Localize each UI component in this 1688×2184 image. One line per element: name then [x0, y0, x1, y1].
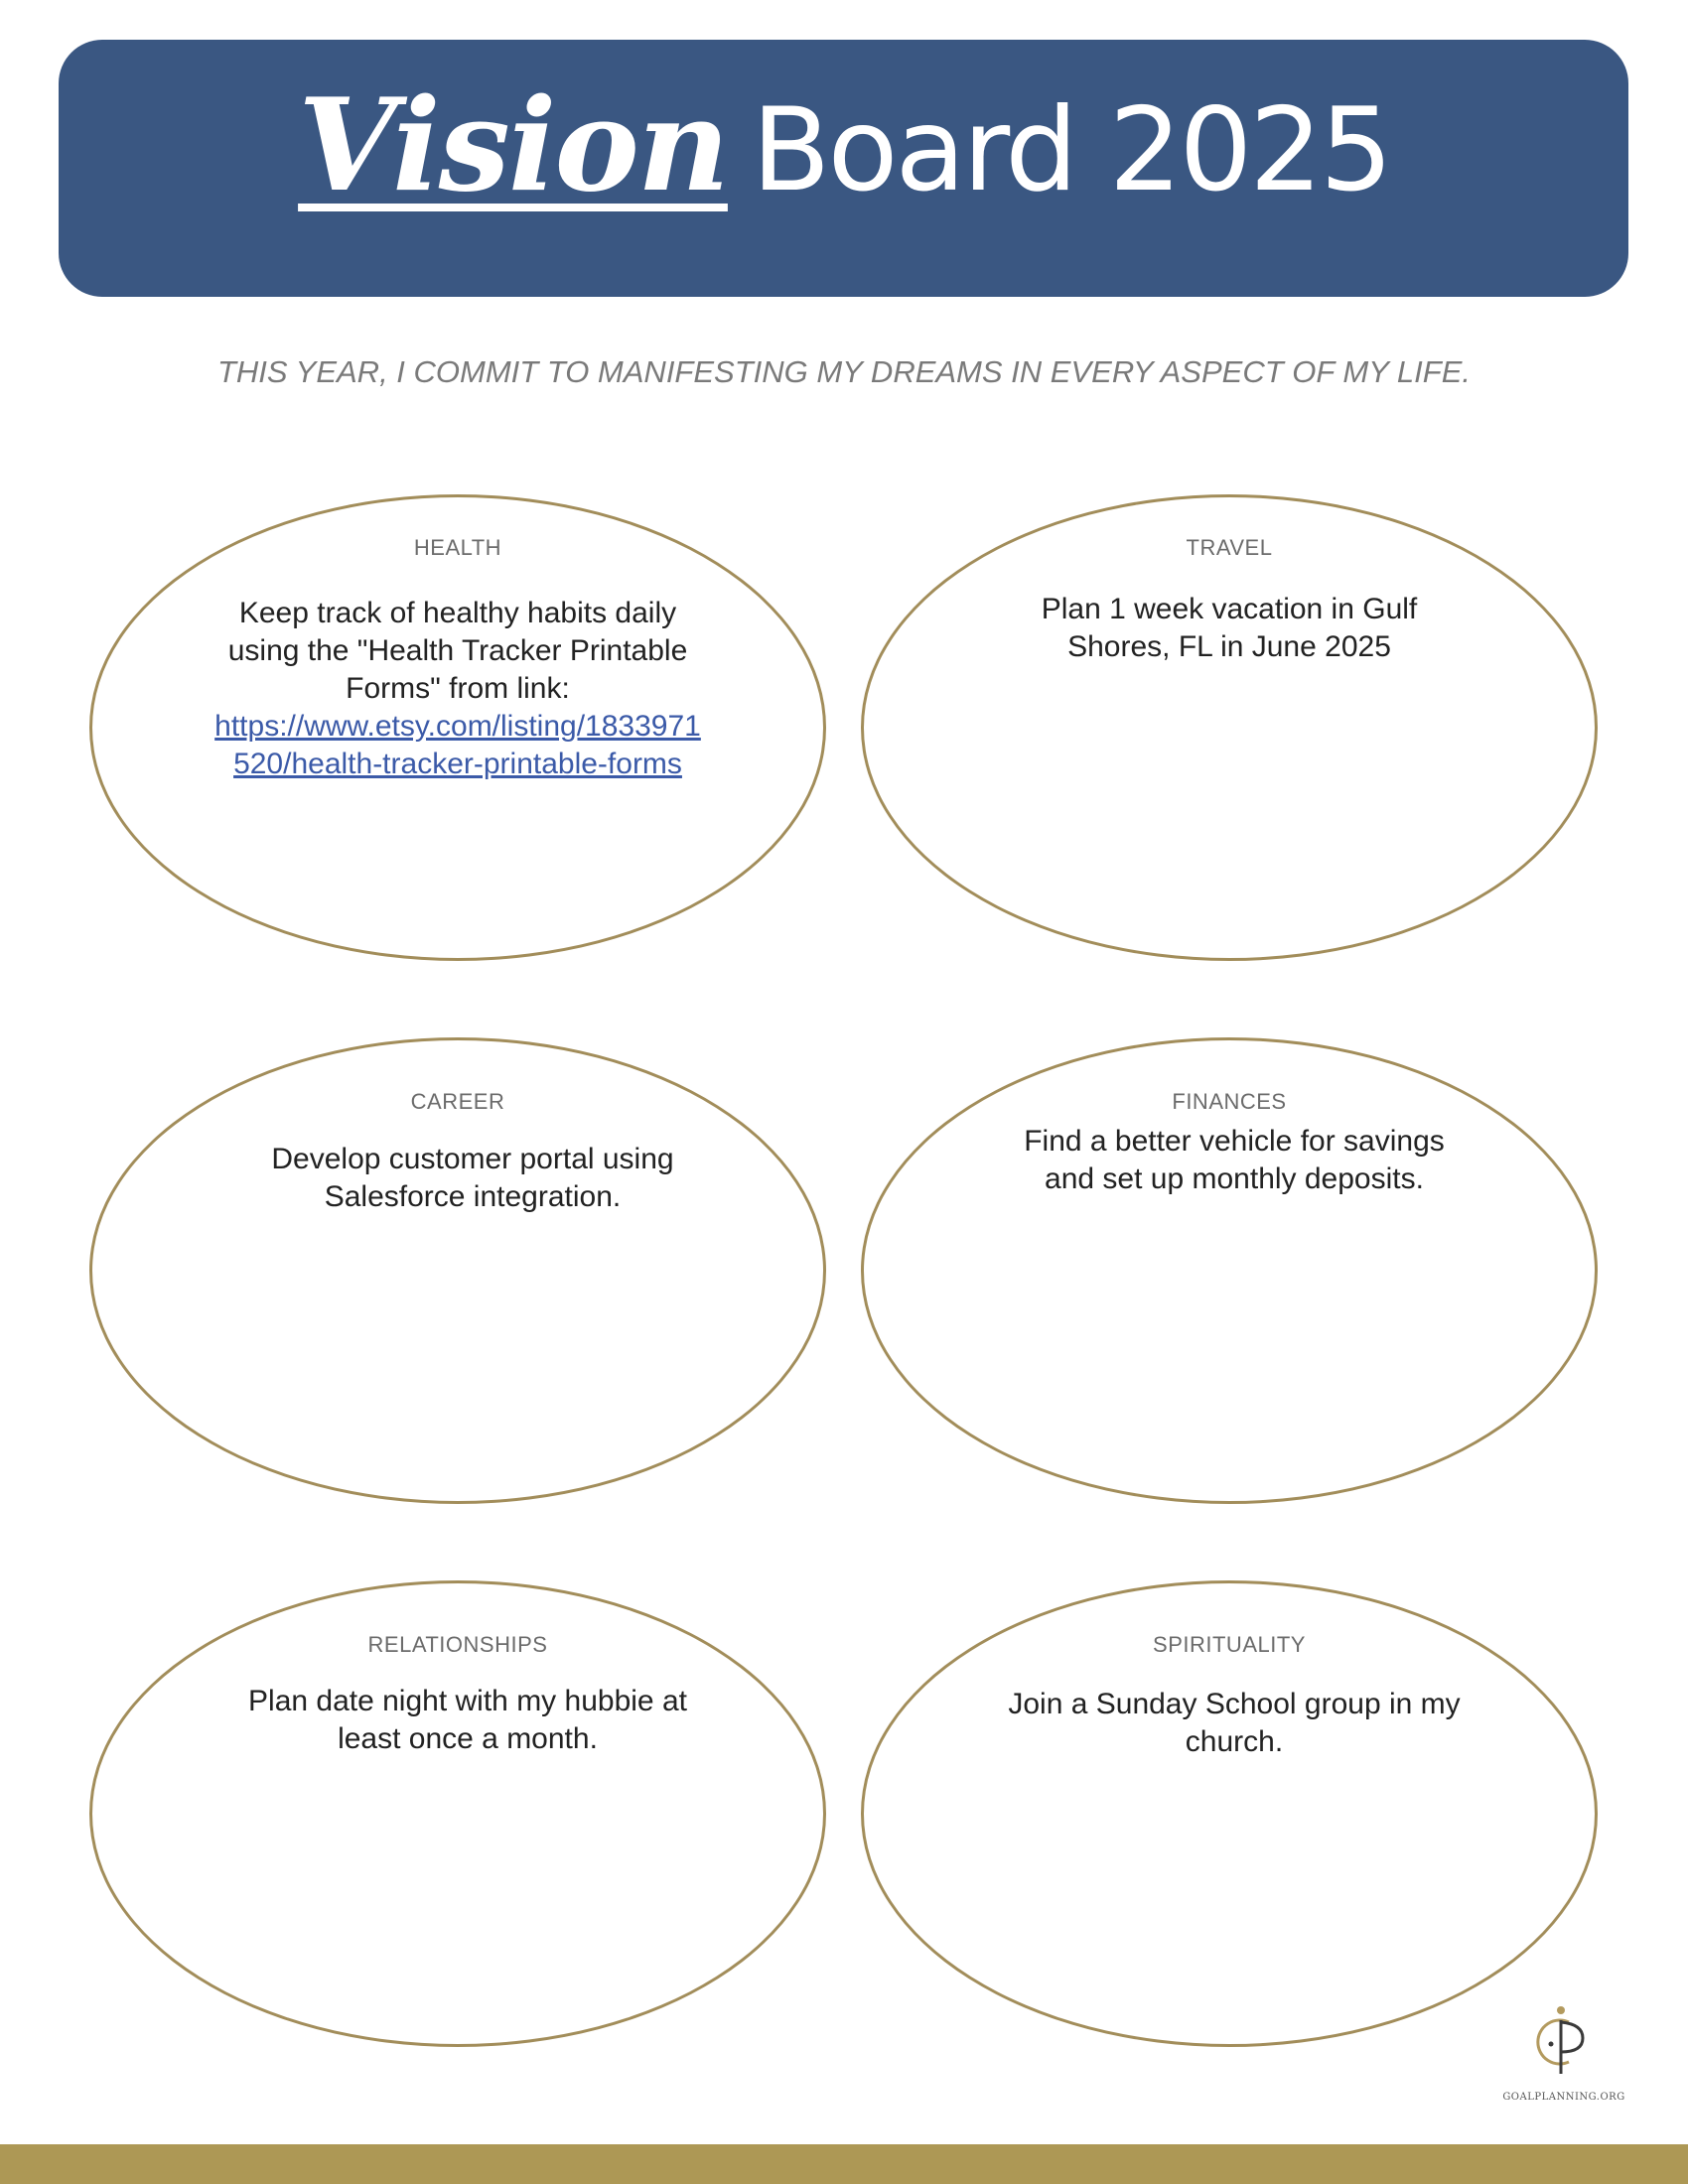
logo-text: GOALPLANNING.ORG — [1502, 2092, 1625, 2103]
relationships-oval — [89, 1580, 826, 2047]
page-title — [0, 71, 1688, 220]
title-script-word: Vision — [298, 71, 728, 220]
spirituality-text: Join a Sunday School group in my church. — [1008, 1688, 1461, 1758]
career-text: Develop customer portal using Salesforce integration. — [271, 1143, 674, 1213]
spirituality-oval — [861, 1580, 1598, 2047]
goalplanning-logo — [1499, 2000, 1628, 2110]
relationships-text: Plan date night with my hubbie at least once a month. — [248, 1685, 687, 1755]
commitment-statement: THIS YEAR, I COMMIT TO MANIFESTING MY DREAMS IN EVERY ASPECT OF MY LIFE. — [216, 354, 1472, 389]
title-rest: Board 2025 — [751, 83, 1390, 217]
health-text: Keep track of healthy habits daily using the "Health Tracker Printable Forms" from link: — [227, 597, 688, 705]
footer-bar — [0, 2144, 1688, 2184]
spirituality-label: SPIRITUALITY — [1153, 1632, 1306, 1657]
health-tracker-link[interactable]: https://www.etsy.com/listing/1833971520/health-tracker-printable-forms — [214, 710, 701, 780]
career-oval — [89, 1037, 826, 1504]
travel-text: Plan 1 week vacation in Gulf Shores, FL in June 2025 — [1041, 593, 1418, 663]
health-text-block — [207, 595, 709, 783]
travel-oval — [861, 494, 1598, 961]
gp-monogram-icon — [1499, 2000, 1628, 2090]
travel-label: TRAVEL — [1186, 535, 1273, 560]
finances-text: Find a better vehicle for savings and set up monthly deposits. — [1024, 1125, 1445, 1195]
finances-oval — [861, 1037, 1598, 1504]
career-label: CAREER — [410, 1089, 505, 1114]
health-oval — [89, 494, 826, 961]
finances-label: FINANCES — [1172, 1089, 1287, 1114]
health-label: HEALTH — [413, 535, 502, 560]
relationships-label: RELATIONSHIPS — [367, 1632, 548, 1657]
